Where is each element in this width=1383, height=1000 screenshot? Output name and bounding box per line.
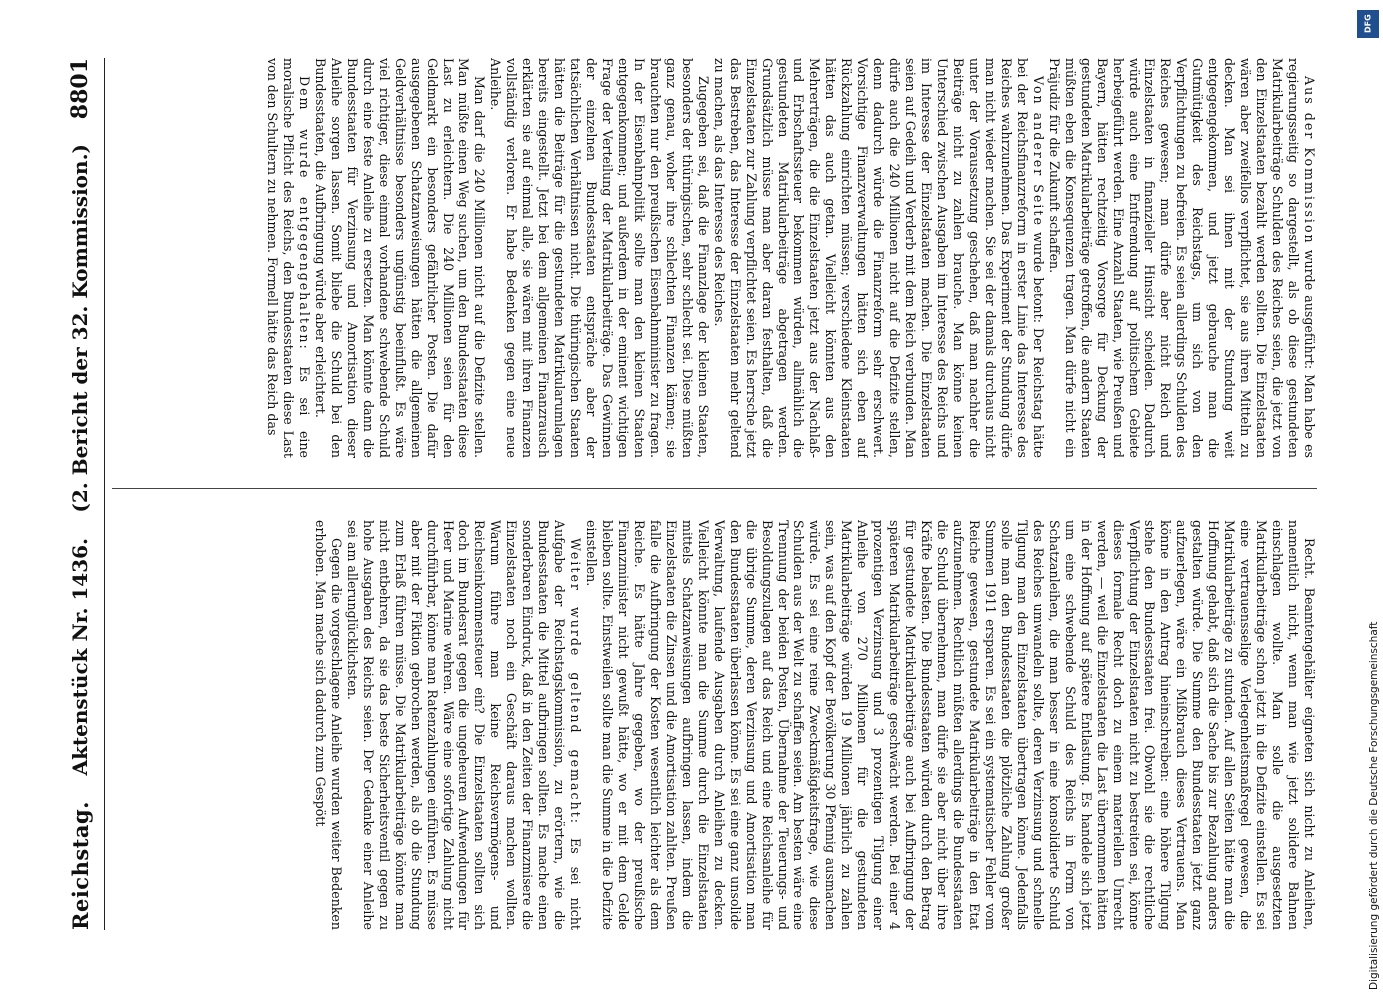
paragraph xyxy=(344,520,583,930)
paragraph-lead: Aus der Kommission xyxy=(1302,76,1317,245)
header-subtitle: (2. Bericht der 32. Kommission.) xyxy=(68,144,92,514)
paragraph xyxy=(487,58,710,458)
page-number: 8801 xyxy=(67,58,93,120)
header-rule xyxy=(104,58,105,930)
paragraph-text: Man darf die 240 Millionen nicht auf die Defizite stellen. Man müßte einen Weg suchen, um den Bundesstaaten diese Last zu erleichtern. Die 240 Millionen seien für den Geldmarkt ein besonders gefährlicher Posten. Die dafür ausgegebenen Schatzanweisungen hätten die allgemeinen Geldverhältnisse besonders ungünstig beeinflußt. Es wäre viel richtiger, diese einmal vorhandene schwebende Schuld durch eine feste Anleihe zu ersetzen. Man könnte dann die Bundesstaaten für Verzinsung und Amortisation dieser Anleihe sorgen lassen. Somit bliebe die Schuld bei den Bundesstaaten, die Aufbringung würde aber erleichtert. xyxy=(312,58,488,458)
paragraph-lead: Von anderer Seite xyxy=(1030,76,1046,227)
paragraph xyxy=(312,520,344,930)
paragraph-text: Es sei nicht Aufgabe der Reichstagskommission, zu erörtern, wie die Bundesstaaten die Mittel aufbringen sollten. Es mache einen sonderbaren Eindruck, daß in den Zeiten der Finanzmisere die Einzelstaaten noch ein Geschäft daraus machen wollten. Warum führe man keine Reichsvermögens- und Reichseinkommensteuer ein? Die Einzelstaaten sollten sich doch im Bundesrat gegen die ungeheuren Aufwendungen für Heer und Marine wehren. Wäre eine sofortige Zahlung nicht durchführbar, könne man Ratenzahlungen einführen. Es müsse aber mit der Fiktion gebrochen werden, als ob die Stundung zum Erlaß führen müsse. Die Matrikularbeiträge könnte man nicht entbehren, da sie das beste Sicherheitsventil gegen zu hohe Ausgaben des Reichs seien. Der Gedanke einer Anleihe sei am allerunglücklichsten. xyxy=(344,520,584,930)
header-section: Reichstag. xyxy=(68,800,93,930)
paragraph xyxy=(1046,58,1317,458)
paragraph-text: Gegen die vorgeschlagene Anleihe wurden weiter Bedenken erhoben. Man mache sich dadurch zum Gespött xyxy=(312,520,344,930)
paragraph xyxy=(583,520,1317,930)
paragraph-text: wurde betont: Der Reichstag hätte bei der Reichsfinanzreform in erster Linie das Interesse des Reiches wahrzunehmen. Das Experiment der Stundung dürfe man nicht wieder machen. Sie sei der damals durchaus nicht unter der Voraussetzung geschehen, daß man nachher die Beiträge nicht zu zahlen brauche. Man könne keinen Unterschied zwischen Ausgaben im Interesse des Reichs und im Interesse der Einzelstaaten machen. Die Einzelstaaten seien auf Gedeih und Verderb mit dem Reich verbunden. Man dürfe auch die 240 Millionen nicht auf die Defizite stellen, denn dadurch würde die Finanzreform sehr erschwert. Vorsichtige Finanzverwaltungen hätten sich eben auf Rückzahlung einrichten müssen; verschiedene Kleinstaaten hätten das auch getan. Vielleicht könnten aus den Mehrerträgen, die die Einzelstaaten jetzt aus der Nachlaß- und Erbschaftssteuer bekommen würden, allmählich die gestundeten Matrikularbeiträge abgetragen werden. Grundsätzlich müsse man aber daran festhalten, daß die Einzelstaaten zur Zahlung verpflichtet seien. Es herrsche jetzt das Bestreben, das Interesse der Einzelstaaten mehr geltend zu machen, als das Interesse des Reiches. xyxy=(711,58,1046,458)
digitization-note: Digitalisierung gefördert durch die Deutsche Forschungsgemeinschaft xyxy=(1368,621,1380,990)
paragraph-lead: Dem wurde entgegengehalten: xyxy=(296,76,312,351)
paragraph-text: wurde ausgeführt: Man habe es regierungsseitig so dargestellt, als ob diese gestundeten Matrikularbeiträge Schulden des Reiches seien, die jetzt von den Einzelstaaten bezahlt werden sollten. Die Einzelstaaten wären aber zweifellos verpflichtet, sie aus ihren Mitteln zu decken. Man sei ihnen mit der Stundung weit entgegengekommen, und jetzt gebrauche man die Gutmütigkeit des Reichstags, um sich von den Verpflichtungen zu befreien. Es seien allerdings Schulden des Reiches gewesen; man dürfe aber nicht Reich und Einzelstaaten in finanzieller Hinsicht scheiden. Dadurch würde auch eine Entfremdung auf politischem Gebiete herbeigeführt werden. Eine Anzahl Staaten, wie Preußen und Bayern, hätten rechtzeitig Vorsorge für Deckung der gestundeten Matrikularbeiträge getroffen, die andern Staaten müßten eben die Konsequenzen tragen. Man dürfe nicht ein Präjudiz für die Zukunft schaffen. xyxy=(1046,58,1317,458)
left-column xyxy=(112,58,1317,458)
right-column xyxy=(112,520,1317,930)
paragraph xyxy=(711,58,1046,458)
paragraph xyxy=(264,58,312,458)
dfg-logo: DFG xyxy=(1357,10,1379,38)
header-document-number: Aktenstück Nr. 1436. xyxy=(68,538,92,776)
paragraph-lead: Weiter wurde geltend gemacht: xyxy=(568,538,584,826)
page-header xyxy=(67,58,93,930)
paragraph xyxy=(312,58,487,458)
column-divider xyxy=(112,488,1317,489)
paragraph-text: Recht. Beamtengehälter eigneten sich nicht zu Anleihen, namentlich nicht, wenn man wie jetzt solidere Bahnen einschlagen wollte. Man solle die ausgesetzten Matrikularbeiträge schon jetzt in die Defizite einstellen. Es sei eine vertrauensselige Verlegenheitsmaßregel gewesen, die Matrikularbeiträge zu stunden. Auf allen Seiten hätte man die Hoffnung gehabt, daß sich die Sache bis zur Bezahlung anders gestalten würde. Die Summe den Bundesstaaten jetzt ganz aufzuerlegen, wäre ein Mißbrauch dieses Vertrauens. Man könne in den Antrag hineinschreiben: eine höhere Tilgung stehe den Bundesstaaten frei. Obwohl sie die rechtliche Verpflichtung der Einzelstaaten nicht zu bestreiten sei, könne dieses formale Recht doch zu einem materiellen Unrecht werden, — weil die Einzelstaaten die Last übernommen hätten in der Hoffnung auf spätere Entlastung. Es handele sich jetzt um eine schwebende Schuld des Reichs in Form von Schatzanleihen, die man besser in eine konsolidierte Schuld des Reiches umwandeln sollte, deren Verzinsung und schnelle Tilgung man den Einzelstaaten übertragen könne. Jedenfalls solle man den Bundesstaaten die plötzliche Zahlung großer Summen 1911 ersparen. Es sei ein systematischer Fehler vom Reiche gewesen, gestundete Matrikularbeiträge in den Etat aufzunehmen. Rechtlich müßten allerdings die Bundesstaaten die Schuld übernehmen, man dürfe sie aber nicht über ihre Kräfte belasten. Die Bundesstaaten würden durch den Betrag für gestundete Matrikularbeiträge auch bei Aufbringung der späteren Matrikularbeiträge geschwächt werden. Bei einer 4 prozentigen Verzinsung und 3 prozentigen Tilgung einer Anleihe von 270 Millionen für die gestundeten Matrikularbeiträge würden 19 Millionen jährlich zu zahlen sein, was auf den Kopf der Bevölkerung 30 Pfennig ausmachen würde. Es sei eine reine Zweckmäßigkeitsfrage, wie diese Schulden aus der Welt zu schaffen seien. Am besten wäre eine Trennung der beiden Posten, Übernahme der Teuerungs- und Besoldungszulagen auf das Reich und eine Reichsanleihe für die übrige Summe, deren Verzinsung und Amortisation man den Bundesstaaten überlassen könne. Es sei eine ganz unsolide Verwaltung, laufende Ausgaben durch Anleihen zu decken. Vielleicht könnte man die Summe durch die Einzelstaaten mittels Schatzanweisungen aufbringen lassen, indem die Einzelstaaten die Zinsen und die Amortisation zahlten. Preußen falle die Aufbringung der Kosten wesentlich leichter als dem Reiche. Es hätte Jahre gegeben, wo der preußische Finanzminister nicht gewußt hätte, wo er mit dem Gelde bleiben sollte. Einstweilen sollte man die Summe in die Defizite einstellen. xyxy=(584,520,1317,930)
paragraph-text: Es sei eine moralische Pflicht des Reichs, den Bundesstaaten diese Last von den Schultern zu nehmen. Formell hätte das Reich das xyxy=(265,58,312,458)
paragraph-text: Zugegeben sei, daß die Finanzlage der kleinen Staaten, besonders der thüringischen, sehr schlecht sei. Diese müßten ganz genau, woher ihre schlechten Finanzen kämen; sie brauchten nur den preußischen Eisenbahnminister zu fragen. In der Eisenbahnpolitik sollte man den kleinen Staaten entgegenkommen; und außerdem in der eminent wichtigen Frage der Verteilung der Matrikularbeiträge. Das Gewinnen der einzelnen Bundesstaaten entspräche aber der tatsächlichen Verhältnissen nicht. Die thüringischen Staaten hätten die Beiträge für die gestundeten Matrikularumlagen bereits eingestellt. Jetzt bei dem allgemeinen Finanzrausch erklärten sie auf einmal alle, sie wären mit ihren Finanzen vollständig verloren. Er habe Bedenken gegen eine neue Anleihe. xyxy=(488,58,711,458)
